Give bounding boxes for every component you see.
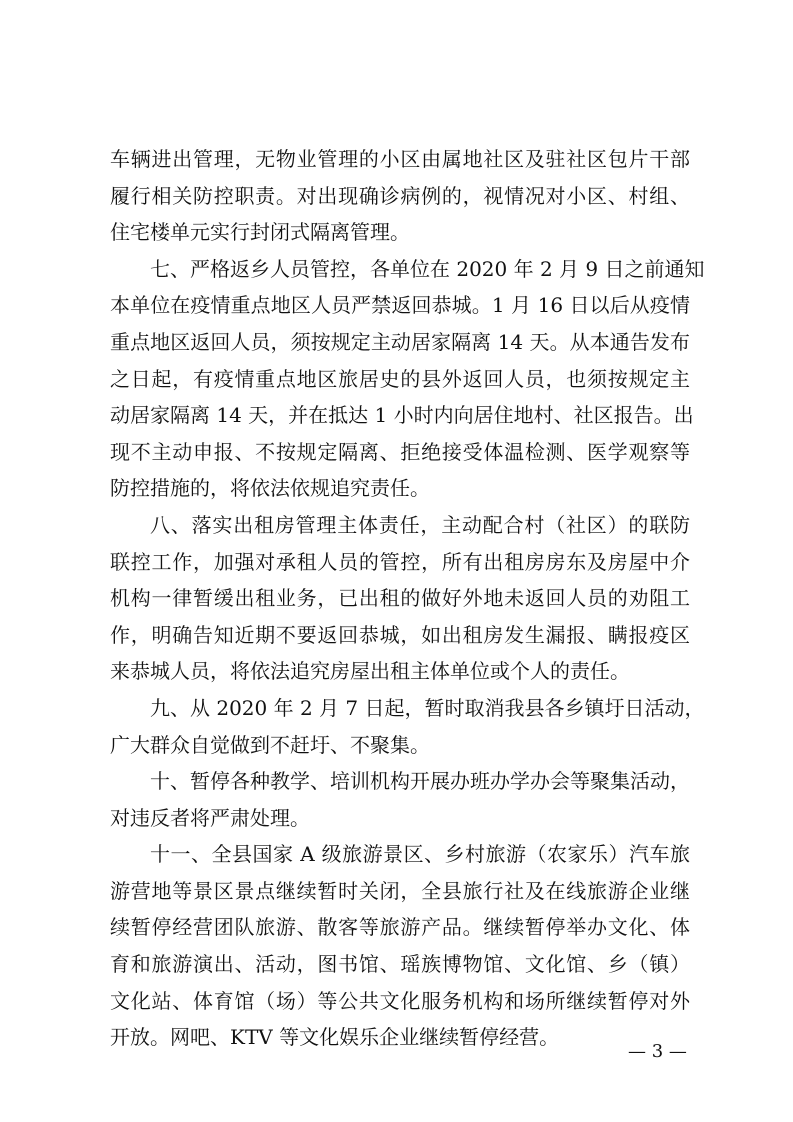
text-line: 广大群众自觉做到不赶圩、不聚集。: [110, 732, 430, 757]
text-line: 八、落实出租房管理主体责任，主动配合村（社区）的联防: [150, 512, 690, 537]
text-line: 十、暂停各种教学、培训机构开展办班办学办会等聚集活动，: [150, 769, 690, 794]
text-line: 防控措施的，将依法依规追究责任。: [110, 476, 430, 501]
paragraph-item-10: [110, 763, 690, 836]
text-line: 重点地区返回人员，须按规定主动居家隔离 14 天。从本通告发布: [110, 329, 690, 354]
text-line: 机构一律暂缓出租业务，已出租的做好外地未返回人员的劝阻工: [110, 586, 690, 611]
paragraph-item-9: [110, 690, 705, 763]
text-line: 十一、全县国家 A 级旅游景区、乡村旅游（农家乐）汽车旅: [150, 842, 690, 867]
paragraph-item-8: [110, 507, 690, 690]
text-line: 作，明确告知近期不要返回恭城，如出租房发生漏报、瞒报疫区: [110, 622, 690, 647]
text-line: 对违反者将严肃处理。: [110, 805, 310, 830]
text-line: 住宅楼单元实行封闭式隔离管理。: [110, 220, 410, 245]
page-number: — 3 —: [628, 1041, 687, 1062]
text-line: 本单位在疫情重点地区人员严禁返回恭城。1 月 16 日以后从疫情: [110, 293, 690, 318]
text-line: 文化站、体育馆（场）等公共文化服务机构和场所继续暂停对外: [110, 988, 690, 1013]
paragraph-parking-management: [110, 141, 690, 251]
text-line: 九、从 2020 年 2 月 7 日起，暂时取消我县各乡镇圩日活动，: [150, 695, 705, 720]
text-line: 育和旅游演出、活动，图书馆、瑶族博物馆、文化馆、乡（镇）: [110, 952, 690, 977]
paragraph-item-11: [110, 836, 690, 1056]
paragraph-item-7: [110, 251, 705, 507]
text-line: 开放。网吧、KTV 等文化娱乐企业继续暂停经营。: [110, 1025, 560, 1050]
text-line: 续暂停经营团队旅游、散客等旅游产品。继续暂停举办文化、体: [110, 915, 690, 940]
text-line: 联控工作，加强对承租人员的管控，所有出租房房东及房屋中介: [110, 549, 690, 574]
text-line: 之日起，有疫情重点地区旅居史的县外返回人员，也须按规定主: [110, 366, 690, 391]
text-line: 七、严格返乡人员管控，各单位在 2020 年 2 月 9 日之前通知: [150, 256, 705, 281]
text-line: 车辆进出管理，无物业管理的小区由属地社区及驻社区包片干部: [110, 147, 690, 171]
text-line: 履行相关防控职责。对出现确诊病例的，视情况对小区、村组、: [110, 183, 690, 208]
text-line: 游营地等景区景点继续暂时关闭，全县旅行社及在线旅游企业继: [110, 878, 690, 903]
text-line: 来恭城人员，将依法追究房屋出租主体单位或个人的责任。: [110, 659, 630, 684]
text-line: 现不主动申报、不按规定隔离、拒绝接受体温检测、医学观察等: [110, 439, 690, 464]
document-body: [110, 141, 705, 1056]
text-line: 动居家隔离 14 天，并在抵达 1 小时内向居住地村、社区报告。出: [110, 403, 694, 428]
